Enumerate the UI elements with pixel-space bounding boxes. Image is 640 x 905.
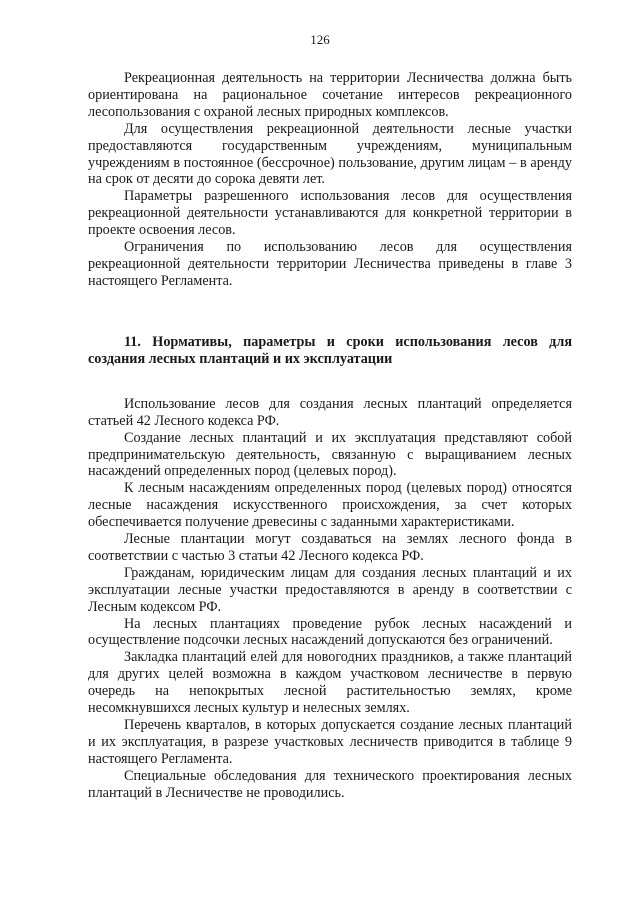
page-number: 126 <box>310 32 330 47</box>
paragraph: Лесные плантации могут создаваться на землях лесного фонда в соответствии с частью 3 статьи 42 Лесного кодекса РФ. <box>88 531 572 564</box>
paragraph: Для осуществления рекреационной деятельности лесные участки предоставляются государственным учреждениям, муниципальным учреждениям в постоянное (бессрочное) пользование, другим лицам – в аренду на срок от десяти до сорока девяти лет. <box>88 120 572 188</box>
paragraph: Специальные обследования для технического проектирования лесных плантаций в Лесничестве не проводились. <box>88 767 572 801</box>
document-body <box>88 70 572 802</box>
paragraph: К лесным насаждениям определенных пород (целевых пород) относятся лесные насаждения искусственного происхождения, за счет которых обеспечивается получение древесины с заданными характеристиками. <box>88 480 572 531</box>
paragraph: На лесных плантациях проведение рубок лесных насаждений и осуществление подсочки лесных насаждений допускаются без ограничений. <box>88 615 572 649</box>
section-heading: 11. Нормативы, параметры и сроки использования лесов для создания лесных плантаций и их эксплуатации <box>88 333 572 367</box>
paragraph: Гражданам, юридическим лицам для создания лесных плантаций и их эксплуатации лесные участки предоставляются в аренду в соответствии с Лесным кодексом РФ. <box>88 564 572 615</box>
paragraph: Рекреационная деятельность на территории Лесничества должна быть ориентирована на рациональное сочетание интересов рекреационного лесопользования с охраной лесных природных комплексов. <box>88 70 572 120</box>
paragraph: Использование лесов для создания лесных плантаций определяется статьей 42 Лесного кодекса РФ. <box>88 395 572 429</box>
paragraph: Перечень кварталов, в которых допускается создание лесных плантаций и их эксплуатация, в разрезе участковых лесничеств приводится в таблице 9 настоящего Регламента. <box>88 717 572 767</box>
paragraph: Ограничения по использованию лесов для осуществления рекреационной деятельности территории Лесничества приведены в главе 3 настоящего Регламента. <box>88 239 572 289</box>
paragraph: Параметры разрешенного использования лесов для осуществления рекреационной деятельности устанавливаются для конкретной территории в проекте освоения лесов. <box>88 188 572 239</box>
paragraph: Закладка плантаций елей для новогодних праздников, а также плантаций для других целей возможна в каждом участковом лесничестве в первую очередь на непокрытых лесной растительностью землях, кроме несомкнувшихся лесных культур и нелесных землях. <box>88 649 572 717</box>
paragraph: Создание лесных плантаций и их эксплуатация представляют собой предпринимательскую деятельность, связанную с выращиванием лесных насаждений определенных пород (целевых пород). <box>88 429 572 480</box>
